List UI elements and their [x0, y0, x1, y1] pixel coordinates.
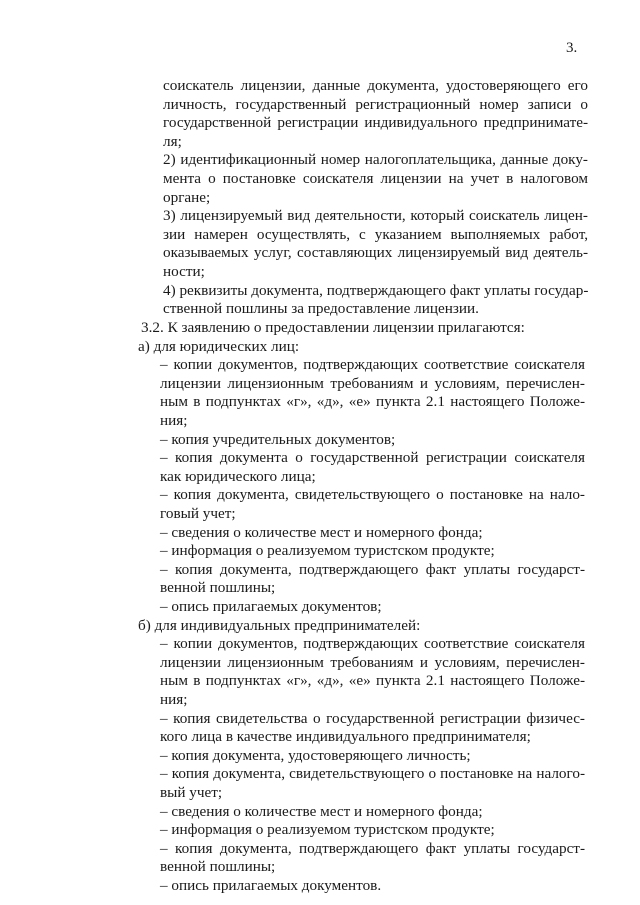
text-line: ния;: [160, 691, 188, 708]
section-heading: 3.2. К заявлению о предоставлении лицензии прилагаются:: [141, 318, 525, 336]
text-line: ным в подпунктах «г», «д», «е» пункта 2.1 настоящего Положе-: [160, 393, 585, 411]
text-line: оказываемых услуг, составляющих лицензируемый вид деятель-: [163, 244, 588, 262]
text-line: ля;: [163, 132, 182, 150]
text-line: зии намерен осуществлять, с указанием выполняемых работ,: [163, 225, 588, 243]
text-line: – копии документов, подтверждающих соответствие соискателя: [160, 356, 585, 374]
text-line: ным в подпунктах «г», «д», «е» пункта 2.1 настоящего Положе-: [160, 672, 585, 690]
text-line: – сведения о количестве мест и номерного фонда;: [160, 802, 483, 820]
text-line: – информация о реализуемом туристском продукте;: [160, 821, 495, 839]
text-line: – опись прилагаемых документов;: [160, 597, 382, 615]
text-line: государственной регистрации индивидуального предпринимате-: [163, 114, 588, 132]
text-line: лицензии лицензионным требованиям и условиям, перечислен-: [160, 374, 585, 392]
text-line: ния;: [160, 411, 188, 429]
text-line: мента о постановке соискателя лицензии на учет в налоговом: [163, 170, 588, 187]
text-line: ности;: [163, 263, 205, 280]
text-line: – копии документов, подтверждающих соответствие соискателя: [160, 635, 585, 653]
text-line: соискатель лицензии, данные документа, удостоверяющего его: [163, 77, 588, 94]
text-line: 3) лицензируемый вид деятельности, который соискатель лицен-: [163, 207, 588, 225]
text-line: говый учет;: [160, 504, 236, 522]
text-line: лицензии лицензионным требованиям и условиям, перечислен-: [160, 653, 585, 671]
text-line: – сведения о количестве мест и номерного фонда;: [160, 523, 483, 541]
text-line: 2) идентификационный номер налогоплательщика, данные доку-: [163, 151, 588, 169]
text-line: – копия документа о государственной регистрации соискателя: [160, 449, 585, 467]
text-line: – копия документа, свидетельствующего о постановке на налого-: [160, 765, 585, 783]
text-line: 4) реквизиты документа, подтверждающего факт уплаты государ-: [163, 281, 589, 299]
text-line: личность, государственный регистрационный номер записи о: [163, 95, 588, 113]
text-line: вый учет;: [160, 784, 223, 801]
text-line: венной пошлины;: [160, 579, 276, 597]
text-line: – копия документа, свидетельствующего о постановке на нало-: [160, 486, 585, 504]
list-heading: а) для юридических лиц:: [138, 337, 300, 355]
text-line: как юридического лица;: [160, 467, 316, 485]
page-number: 3.: [566, 40, 578, 56]
text-line: – копия документа, подтверждающего факт уплаты государст-: [160, 560, 585, 578]
text-line: – информация о реализуемом туристском продукте;: [160, 542, 495, 560]
text-line: – копия документа, подтверждающего факт уплаты государст-: [160, 839, 585, 857]
text-line: органе;: [163, 188, 211, 206]
text-line: – копия свидетельства о государственной регистрации физичес-: [160, 709, 585, 727]
text-line: кого лица в качестве индивидуального предпринимателя;: [160, 728, 531, 746]
text-line: – опись прилагаемых документов.: [160, 877, 382, 894]
text-line: ственной пошлины за предоставление лицензии.: [163, 300, 479, 318]
text-line: венной пошлины;: [160, 858, 276, 876]
text-line: – копия учредительных документов;: [160, 430, 396, 448]
text-line: – копия документа, удостоверяющего личность;: [160, 746, 471, 764]
list-heading: б) для индивидуальных предпринимателей:: [138, 616, 421, 634]
